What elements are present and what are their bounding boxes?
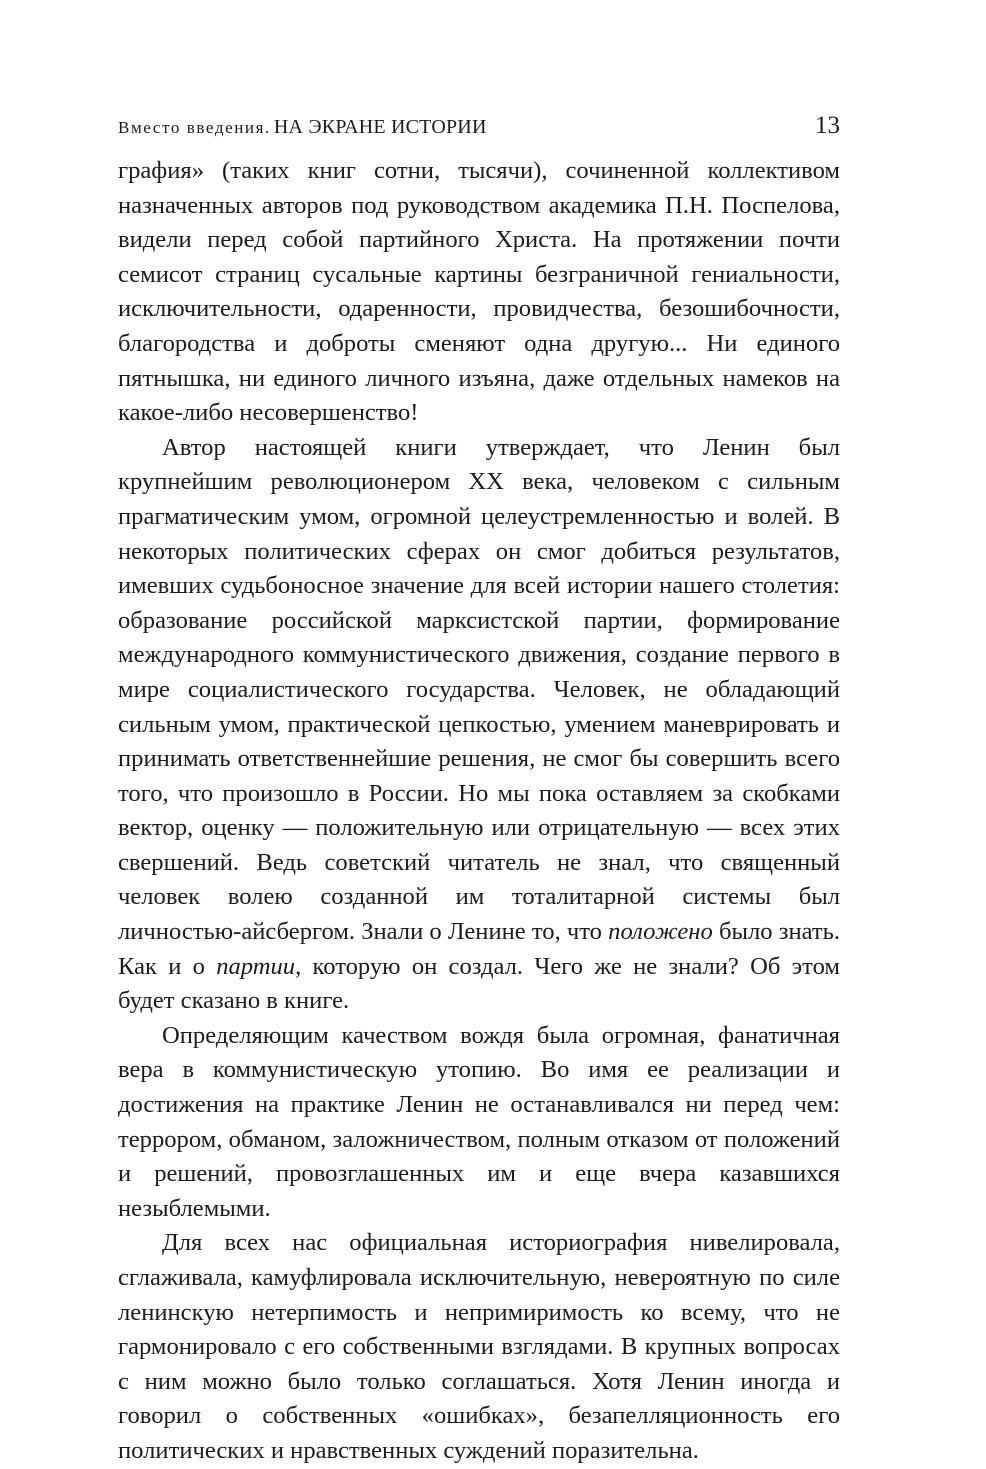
section-label bbox=[118, 116, 487, 139]
paragraph-2-part-3: , которую он создал. Чего же не знали? Об этом будет сказано в книге. bbox=[118, 952, 840, 1015]
paragraph-2-part-1: Автор настоящей книги утверждает, что Ленин был крупнейшим революционером XX века, человеком с сильным прагматическим умом, огромной целеустремленностью и волей. В некоторых политических сферах он смог добиться результатов, имевших судьбоносное значение для всей истории нашего столетия: образование российской марксистской партии, формирование международного коммунистического движения, создание первого в мире социалистического государства. Человек, не обладающий сильным умом, практической цепкостью, умением маневрировать и принимать ответственнейшие решения, не смог бы совершить всего того, что произошло в России. Но мы пока оставляем за скобками вектор, оценку — положительную или отрицательную — всех этих свершений. Ведь советский читатель не знал, что священный человек волею созданной им тоталитарной системы был личностью-айсбергом. Знали о Ленине то, что bbox=[118, 433, 840, 946]
paragraph-2-part-2: было знать. Как и о bbox=[118, 918, 840, 980]
paragraph-4: Для всех нас официальная историография нивелировала, сглаживала, камуфлировала исключительную, невероятную по силе ленинскую нетерпимость и непримиримость ко всему, что не гармонировало с его собственными взглядами. В крупных вопросах с ним можно было только соглашаться. Хотя Ленин иногда и говорил о собственных «ошибках», безапелляционность его политических и нравственных суждений поразительна. bbox=[118, 1229, 840, 1464]
emphasis-partii: партии bbox=[216, 952, 296, 980]
paragraph-1: графия» (таких книг сотни, тысячи), сочиненной коллективом назначенных авторов под руководством академика П.Н. Поспелова, видели перед собой партийного Христа. На протяжении почти семисот страниц сусальные картины безграничной гениальности, исключительности, одаренности, провидчества, безошибочности, благородства и доброты сменяют одна другую... Ни единого пятнышка, ни единого личного изъяна, даже отдельных намеков на какое-либо несовершенство! bbox=[118, 157, 840, 427]
section-title: НА ЭКРАНЕ ИСТОРИИ bbox=[273, 116, 487, 138]
paragraph-2 bbox=[118, 431, 840, 1019]
emphasis-polozheno: положено bbox=[608, 918, 713, 946]
paragraph-3: Определяющим качеством вождя была огромная, фанатичная вера в коммунистическую утопию. Во имя ее реализации и достижения на практике Ленин не останавливался ни перед чем: террором, обманом, заложничеством, полным отказом от положений и решений, провозглашенных им и еще вчера казавшихся незыблемыми. bbox=[118, 1021, 840, 1222]
running-header bbox=[118, 112, 840, 142]
section-label-text: Вместо введения. bbox=[118, 118, 271, 137]
page-number: 13 bbox=[815, 112, 840, 139]
body-text bbox=[118, 154, 840, 1469]
